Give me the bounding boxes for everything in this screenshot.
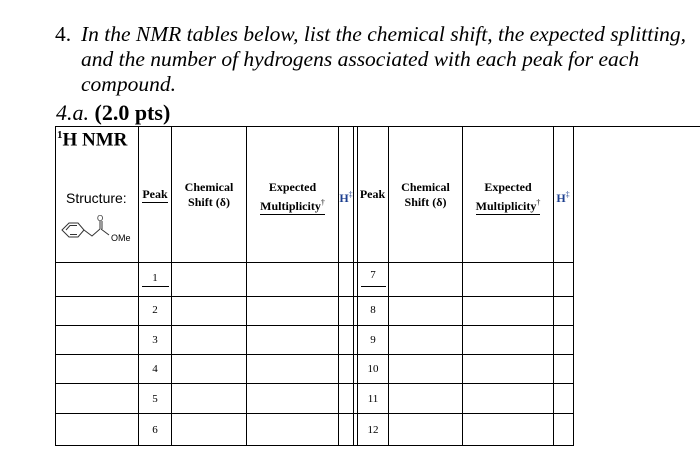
header-h-right: H‡ [556, 190, 570, 205]
col-divider [353, 126, 354, 446]
table-border-right [573, 126, 574, 446]
peak-number: 12 [367, 424, 379, 436]
peak-number: 1 [152, 272, 158, 284]
question-number: 4. [55, 22, 72, 46]
peak-number: 2 [152, 304, 158, 316]
peak-number: 8 [370, 304, 376, 316]
col-divider [246, 126, 247, 446]
peak-number: 7 [370, 269, 376, 281]
table-border-left [55, 126, 56, 446]
peak-number: 6 [152, 424, 158, 436]
header-shift-right: Chemical Shift (δ) [401, 180, 450, 209]
peak-number: 10 [367, 363, 379, 375]
col-divider [462, 126, 463, 446]
header-h-left: H‡ [339, 190, 353, 205]
underline-mark [142, 286, 169, 287]
header-shift-left: Chemical Shift (δ) [184, 180, 234, 209]
molecule-structure-icon [58, 214, 140, 250]
header-peak-left: Peak [142, 187, 168, 201]
underline-mark [361, 286, 386, 287]
header-multiplicity-right: Expected Multiplicity† [475, 180, 541, 213]
row-divider [55, 325, 573, 326]
col-divider [553, 126, 554, 446]
row-divider [55, 262, 573, 263]
peak-number: 5 [152, 393, 158, 405]
header-multiplicity-left: Expected Multiplicity† [260, 180, 325, 213]
section-heading [56, 100, 170, 126]
row-divider [55, 383, 573, 384]
molecule-substituent: OMe [111, 233, 131, 243]
peak-number: 11 [367, 393, 379, 405]
peak-number: 3 [152, 334, 158, 346]
peak-number: 9 [370, 334, 376, 346]
section-points: (2.0 pts) [94, 100, 171, 125]
col-divider [338, 126, 339, 446]
header-peak-right: Peak [359, 187, 386, 201]
table-border-bottom [55, 445, 573, 446]
row-divider [55, 296, 573, 297]
row-divider [55, 413, 573, 414]
row-divider [55, 354, 573, 355]
structure-label: Structure: [66, 190, 127, 206]
question-text: In the NMR tables below, list the chemical shift, the expected splitting, and the number of hydrogens associated with each peak for each compound. [81, 22, 687, 96]
nmr-title: $^1$H NMR [57, 129, 128, 151]
section-label: 4.a. [56, 100, 89, 125]
top-rule [55, 126, 700, 127]
svg-text:O: O [97, 214, 104, 223]
peak-number: 4 [152, 363, 158, 375]
